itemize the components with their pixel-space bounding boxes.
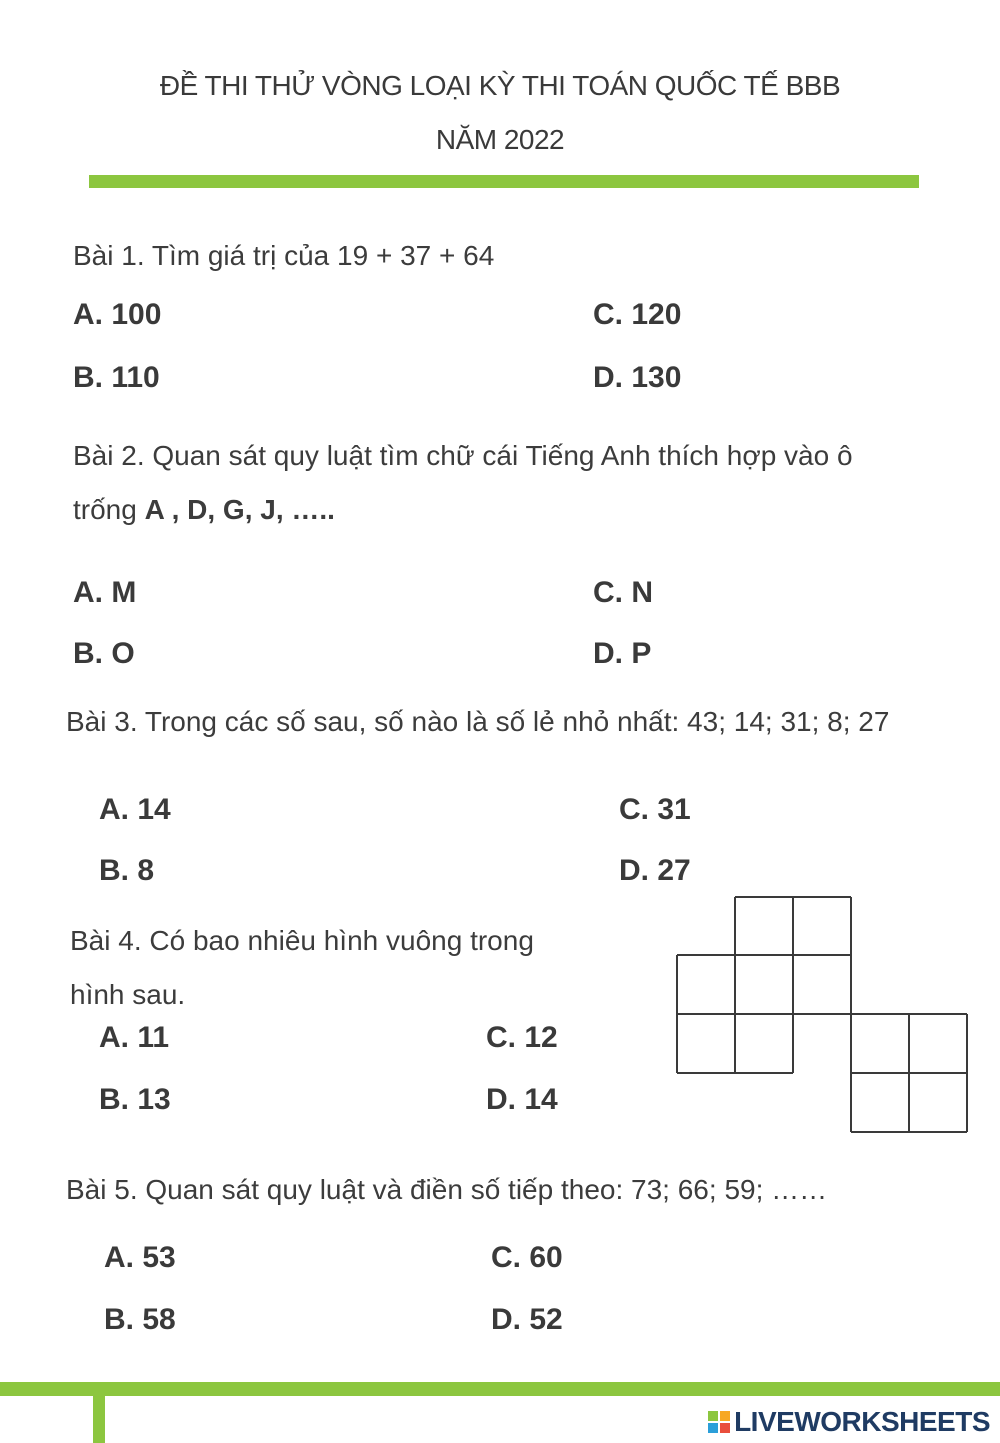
question-5-text: Bài 5. Quan sát quy luật và điền số tiếp theo: 73; 66; 59; ……: [66, 1174, 828, 1205]
question-4-text-line1: Bài 4. Có bao nhiêu hình vuông trong: [70, 925, 534, 956]
brand-text: LIVEWORKSHEETS: [734, 1406, 990, 1437]
question-2-option-a[interactable]: A. M: [73, 576, 137, 609]
page-title-line2: NĂM 2022: [435, 124, 565, 155]
question-5-option-a[interactable]: A. 53: [104, 1241, 176, 1274]
question-5-option-d[interactable]: D. 52: [491, 1303, 563, 1336]
question-3-option-a[interactable]: A. 14: [99, 793, 171, 826]
square-grid-figure: [670, 890, 975, 1140]
question-2-sequence: A , D, G, J, …..: [144, 494, 335, 525]
question-4-option-a[interactable]: A. 11: [99, 1021, 170, 1054]
question-4-option-c[interactable]: C. 12: [486, 1021, 558, 1054]
question-2-option-c[interactable]: C. N: [593, 576, 653, 609]
question-1-option-d[interactable]: D. 130: [593, 361, 682, 394]
liveworksheets-icon: [708, 1411, 730, 1433]
question-4-option-d[interactable]: D. 14: [486, 1083, 558, 1116]
question-2-text-line1: Bài 2. Quan sát quy luật tìm chữ cái Tiếng Anh thích hợp vào ô: [73, 440, 853, 471]
question-2-prefix: trống: [73, 494, 145, 525]
question-1-text: Bài 1. Tìm giá trị của 19 + 37 + 64: [73, 240, 495, 271]
footer-divider: [0, 1382, 1000, 1396]
footer-accent-stripe: [93, 1390, 105, 1443]
question-5-option-c[interactable]: C. 60: [491, 1241, 563, 1274]
question-5-option-b[interactable]: B. 58: [104, 1303, 176, 1336]
question-2-option-d[interactable]: D. P: [593, 637, 652, 670]
question-1-option-b[interactable]: B. 110: [73, 361, 160, 394]
question-1-option-a[interactable]: A. 100: [73, 298, 162, 331]
question-1-option-c[interactable]: C. 120: [593, 298, 682, 331]
question-4-text-line2: hình sau.: [70, 979, 186, 1010]
question-3-text: Bài 3. Trong các số sau, số nào là số lẻ nhỏ nhất: 43; 14; 31; 8; 27: [66, 706, 890, 737]
question-3-option-c[interactable]: C. 31: [619, 793, 691, 826]
question-2-text-line2: [73, 494, 335, 526]
liveworksheets-logo: [708, 1406, 990, 1438]
header-divider: [89, 175, 919, 188]
page-title-line1: ĐỀ THI THỬ VÒNG LOẠI KỲ THI TOÁN QUỐC TẾ BBB: [159, 70, 841, 101]
question-3-option-d[interactable]: D. 27: [619, 854, 691, 887]
question-2-option-b[interactable]: B. O: [73, 637, 135, 670]
question-4-option-b[interactable]: B. 13: [99, 1083, 171, 1116]
question-3-option-b[interactable]: B. 8: [99, 854, 155, 887]
